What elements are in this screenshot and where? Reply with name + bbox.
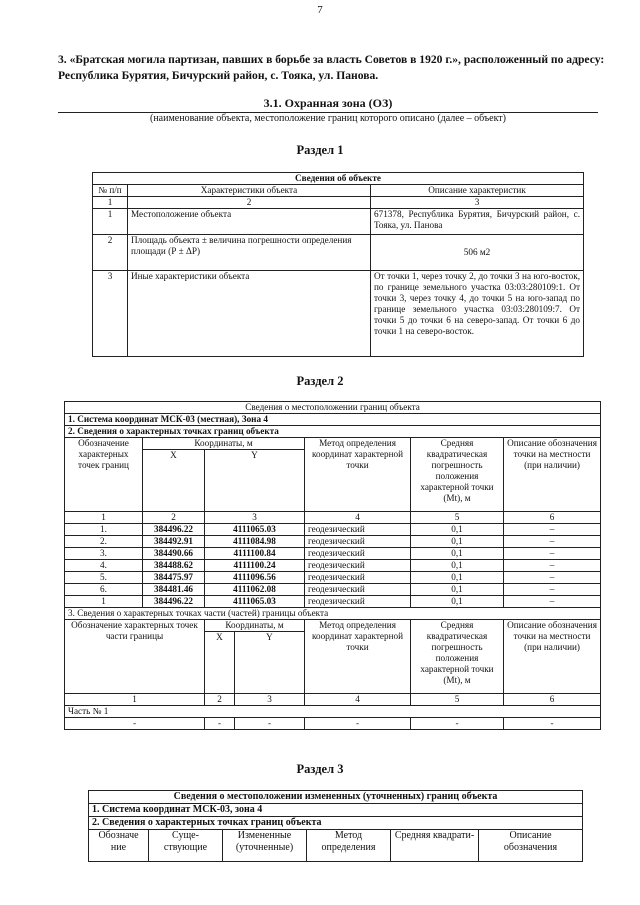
point-accuracy: 0,1	[411, 524, 504, 536]
characteristic-value: 506 м2	[371, 235, 584, 271]
point-row	[65, 536, 601, 548]
point-id: 6.	[65, 584, 143, 596]
point-description: –	[504, 584, 601, 596]
col-header: Описание характеристик	[371, 185, 584, 197]
col-method: Метод определения координат характерной точки	[305, 438, 411, 512]
part-cell: -	[205, 718, 235, 730]
point-method: геодезический	[305, 572, 411, 584]
col-y: Y	[205, 450, 305, 512]
coordinate-system: 1. Система координат МСК-03 (местная), Зона 4	[65, 414, 601, 426]
col-number: 3	[205, 512, 305, 524]
object-heading: 3. «Братская могила партизан, павших в борьбе за власть Советов в 1920 г.», расположенный по адресу: Республика Бурятия, Бичурский район, с. Тояка, ул. Панова.	[58, 53, 605, 82]
col-coords: Координаты, м	[205, 620, 305, 632]
point-accuracy: 0,1	[411, 536, 504, 548]
col-header: Измененные (уточненные)	[223, 830, 307, 862]
point-method: геодезический	[305, 560, 411, 572]
boundary-location-table	[64, 401, 601, 730]
points-header: 2. Сведения о характерных точках границ объекта	[89, 817, 583, 830]
col-header: Средняя квадрати-	[391, 830, 479, 862]
point-x: 384496.22	[143, 596, 205, 608]
point-accuracy: 0,1	[411, 584, 504, 596]
point-id: 3.	[65, 548, 143, 560]
point-y: 4111065.03	[205, 596, 305, 608]
characteristic-name: Местоположение объекта	[128, 209, 371, 235]
point-y: 4111096.56	[205, 572, 305, 584]
row-number: 2	[93, 235, 128, 271]
point-x: 384496.22	[143, 524, 205, 536]
col-coords: Координаты, м	[143, 438, 305, 450]
point-x: 384488.62	[143, 560, 205, 572]
col-header: Обозначе ние	[89, 830, 149, 862]
razdel-1-title: Раздел 1	[296, 143, 344, 157]
col-description: Описание обозначения точки на местности (при наличии)	[504, 620, 601, 694]
point-y: 4111084.98	[205, 536, 305, 548]
table-caption: Сведения о местоположении границ объекта	[65, 402, 601, 414]
point-accuracy: 0,1	[411, 572, 504, 584]
point-row	[65, 572, 601, 584]
point-row	[65, 596, 601, 608]
col-number: 2	[143, 512, 205, 524]
point-id: 1	[65, 596, 143, 608]
col-header: № п/п	[93, 185, 128, 197]
object-info-table	[92, 172, 584, 357]
col-number: 1	[65, 694, 205, 706]
point-x: 384492.91	[143, 536, 205, 548]
points-body	[65, 524, 601, 608]
section-note: (наименование объекта, местоположение границ которого описано (далее – объект)	[149, 113, 507, 124]
col-number: 3	[371, 197, 584, 209]
col-description: Описание обозначения точки на местности (при наличии)	[504, 438, 601, 512]
razdel-3-title: Раздел 3	[296, 762, 344, 776]
point-method: геодезический	[305, 524, 411, 536]
col-number: 6	[504, 694, 601, 706]
point-row	[65, 548, 601, 560]
point-accuracy: 0,1	[411, 596, 504, 608]
section-title: 3.1. Охранная зона (ОЗ)	[263, 96, 393, 110]
point-y: 4111100.24	[205, 560, 305, 572]
point-description: –	[504, 572, 601, 584]
table-caption: Сведения об объекте	[93, 173, 584, 185]
part-cell: -	[235, 718, 305, 730]
col-header: Суще- ствующие	[149, 830, 223, 862]
coordinate-system: 1. Система координат МСК-03, зона 4	[89, 804, 583, 817]
col-number: 5	[411, 694, 504, 706]
point-x: 384481.46	[143, 584, 205, 596]
point-row	[65, 560, 601, 572]
point-y: 4111062.08	[205, 584, 305, 596]
part-cell: -	[504, 718, 601, 730]
part-cell: -	[305, 718, 411, 730]
point-method: геодезический	[305, 596, 411, 608]
points-header: 2. Сведения о характерных точках границ объекта	[65, 426, 601, 438]
col-part-designation: Обозначение характерных точек части границы	[65, 620, 205, 694]
characteristic-value: От точки 1, через точку 2, до точки 3 на юго-восток, по границе земельного участка 03:03:280109:1. От точки 3, через точку 4, до точки 5 на юго-запад по границе земельного участка 03:03:280109:7. От точки 5 до точки 6 на северо-запад. От точки 6 до точки 1 на северо-восток.	[371, 271, 584, 357]
col-accuracy: Средняя квадратическая погрешность положения характерной точки (Mt), м	[411, 438, 504, 512]
changed-boundaries-table	[88, 790, 583, 862]
point-method: геодезический	[305, 584, 411, 596]
point-description: –	[504, 536, 601, 548]
col-x: X	[143, 450, 205, 512]
part-label: Часть № 1	[65, 706, 601, 718]
col-designation: Обозначение характерных точек границ	[65, 438, 143, 512]
col-method: Метод определения координат характерной точки	[305, 620, 411, 694]
col-header: Метод определения	[307, 830, 391, 862]
col-number: 3	[235, 694, 305, 706]
col-number: 5	[411, 512, 504, 524]
point-y: 4111100.84	[205, 548, 305, 560]
point-description: –	[504, 596, 601, 608]
point-id: 4.	[65, 560, 143, 572]
row-number: 3	[93, 271, 128, 357]
col-number: 2	[128, 197, 371, 209]
point-row	[65, 524, 601, 536]
col-x: X	[205, 632, 235, 694]
parts-header: 3. Сведения о характерных точках части (частей) границы объекта	[65, 608, 601, 620]
point-y: 4111065.03	[205, 524, 305, 536]
point-method: геодезический	[305, 548, 411, 560]
point-x: 384475.97	[143, 572, 205, 584]
point-id: 5.	[65, 572, 143, 584]
point-x: 384490.66	[143, 548, 205, 560]
point-description: –	[504, 560, 601, 572]
part-cell: -	[65, 718, 205, 730]
point-description: –	[504, 524, 601, 536]
characteristic-value: 671378, Республика Бурятия, Бичурский район, с. Тояка, ул. Панова	[371, 209, 584, 235]
point-row	[65, 584, 601, 596]
col-number: 1	[65, 512, 143, 524]
point-description: –	[504, 548, 601, 560]
characteristic-name: Иные характеристики объекта	[128, 271, 371, 357]
col-header: Характеристики объекта	[128, 185, 371, 197]
table-caption: Сведения о местоположении измененных (уточненных) границ объекта	[89, 791, 583, 804]
point-accuracy: 0,1	[411, 548, 504, 560]
col-number: 1	[93, 197, 128, 209]
part-cell: -	[411, 718, 504, 730]
point-method: геодезический	[305, 536, 411, 548]
col-accuracy: Средняя квадратическая погрешность положения характерной точки (Mt), м	[411, 620, 504, 694]
point-id: 1.	[65, 524, 143, 536]
col-header: Описание обозначения	[479, 830, 583, 862]
characteristic-name: Площадь объекта ± величина погрешности определения площади (Р ± ΔР)	[128, 235, 371, 271]
point-accuracy: 0,1	[411, 560, 504, 572]
col-number: 4	[305, 512, 411, 524]
razdel-2-title: Раздел 2	[296, 374, 344, 388]
point-id: 2.	[65, 536, 143, 548]
col-number: 6	[504, 512, 601, 524]
row-number: 1	[93, 209, 128, 235]
col-y: Y	[235, 632, 305, 694]
col-number: 2	[205, 694, 235, 706]
page-number: 7	[317, 4, 323, 16]
col-number: 4	[305, 694, 411, 706]
